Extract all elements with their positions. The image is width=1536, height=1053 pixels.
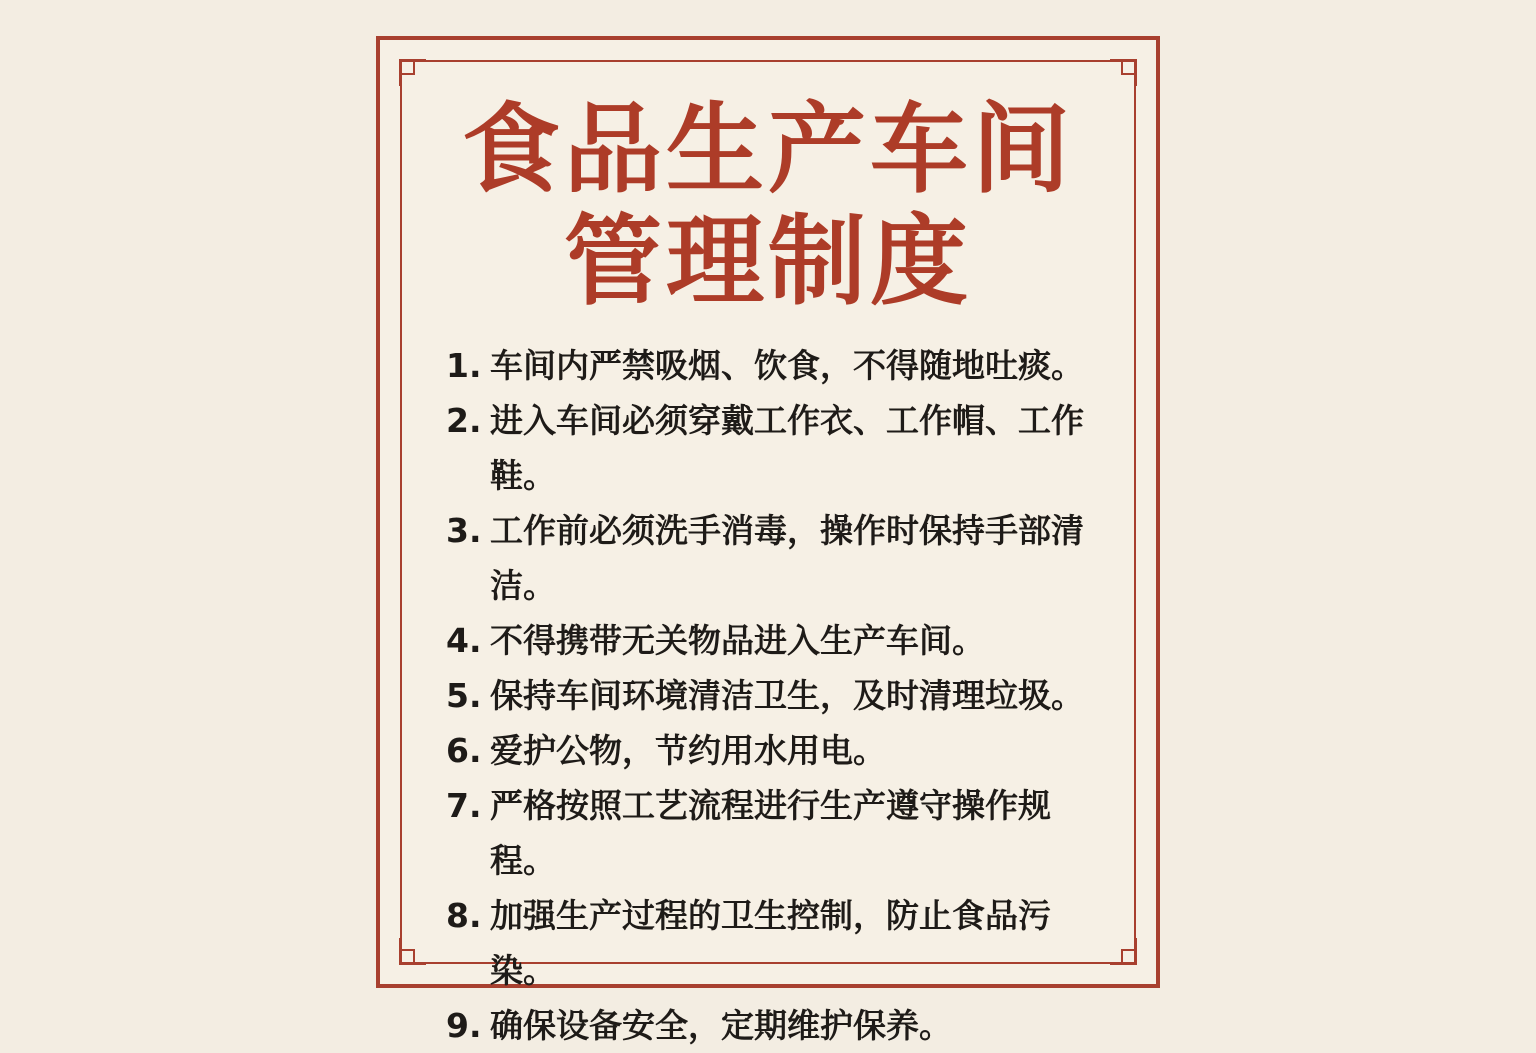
rule-number: 9. [446, 1006, 482, 1045]
rule-text: 保持车间环境清洁卫生，及时清理垃圾。 [490, 676, 1084, 715]
rule-text: 进入车间必须穿戴工作衣、工作帽、工作鞋。 [490, 401, 1084, 495]
rule-number: 5. [446, 676, 482, 715]
rule-item [446, 393, 1146, 503]
rule-item [446, 888, 1146, 998]
rule-text: 严格按照工艺流程进行生产遵守操作规程。 [490, 786, 1051, 880]
rule-item [446, 503, 1146, 613]
rule-text: 确保设备安全，定期维护保养。 [490, 1006, 952, 1045]
rule-item [446, 778, 1146, 888]
rule-item [446, 723, 1146, 778]
rule-text: 爱护公物，节约用水用电。 [490, 731, 886, 770]
corner-ornament-icon [1106, 56, 1140, 90]
corner-ornament-icon [396, 56, 430, 90]
rules-list [446, 338, 1146, 1053]
title-line-1: 食品生产车间 [461, 93, 1074, 207]
rule-item [446, 338, 1146, 393]
rule-text: 不得携带无关物品进入生产车间。 [490, 621, 985, 660]
rule-item [446, 613, 1146, 668]
sign-title [380, 94, 1156, 318]
rule-number: 7. [446, 786, 482, 825]
rule-number: 4. [446, 621, 482, 660]
rule-text: 工作前必须洗手消毒，操作时保持手部清洁。 [490, 511, 1084, 605]
rule-text: 加强生产过程的卫生控制，防止食品污染。 [490, 896, 1051, 990]
rule-number: 6. [446, 731, 482, 770]
rule-number: 1. [446, 346, 482, 385]
rule-text: 车间内严禁吸烟、饮食，不得随地吐痰。 [490, 346, 1084, 385]
rule-item [446, 998, 1146, 1053]
corner-ornament-icon [396, 934, 430, 968]
rules-sign-board [376, 36, 1160, 1045]
rule-number: 8. [446, 896, 482, 935]
rule-item [446, 668, 1146, 723]
rule-number: 3. [446, 511, 482, 550]
rule-number: 2. [446, 401, 482, 440]
title-line-2: 管理制度 [563, 205, 972, 319]
